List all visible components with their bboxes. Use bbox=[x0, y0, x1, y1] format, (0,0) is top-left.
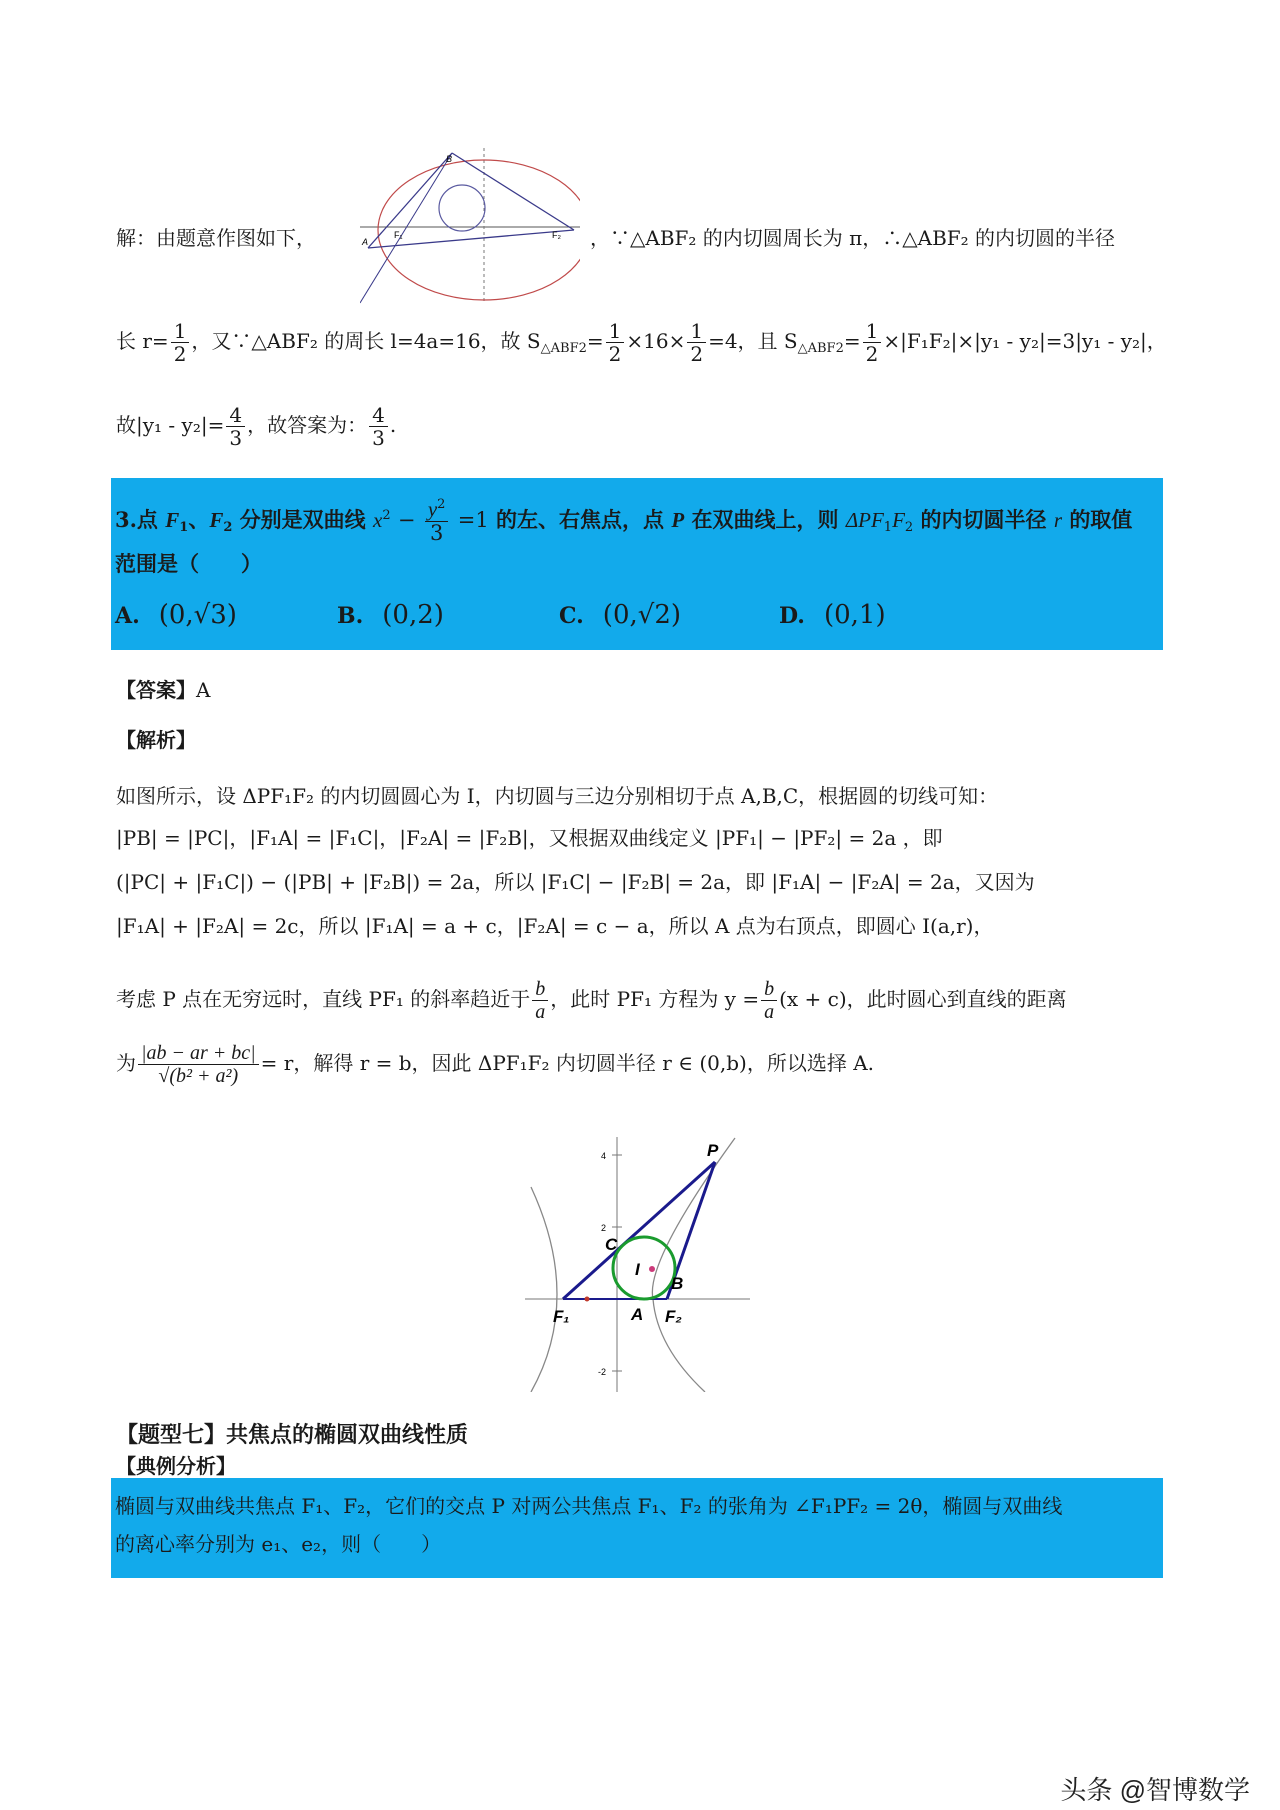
frac-one-half bbox=[687, 320, 706, 365]
frac-one-half bbox=[606, 320, 625, 365]
solution-line2-d: ×16× bbox=[626, 329, 686, 353]
section-7-question-a: 椭圆与双曲线共焦点 F₁、F₂，它们的交点 P 对两公共焦点 F₁、F₂ 的张角为 ∠F₁PF₂ = 2θ，椭圆与双曲线 bbox=[115, 1494, 1063, 1518]
ellipse-figure bbox=[360, 148, 580, 308]
hyperbola-figure bbox=[525, 1132, 755, 1392]
option-b-text: (0,2) bbox=[382, 600, 444, 630]
q3-stem-b: 分别是双曲线 bbox=[239, 507, 366, 533]
option-a-label: A. bbox=[115, 603, 140, 629]
q3-eq-den: 3 bbox=[429, 521, 444, 546]
frac-den: a bbox=[535, 1001, 546, 1023]
section-7-subtitle: 【典例分析】 bbox=[116, 1454, 236, 1478]
option-a[interactable] bbox=[115, 600, 237, 630]
frac-den: √(b² + a²) bbox=[158, 1065, 239, 1087]
analysis-p3: (|PC| + |F₁C|) − (|PB| + |F₂B|) = 2a，所以 |F₁C| − |F₂B| = 2a，即 |F₁A| − |F₂A| = 2a，又因为 bbox=[116, 870, 1035, 894]
frac-b-over-a bbox=[761, 978, 777, 1023]
q3-F1: F bbox=[165, 508, 180, 533]
analysis-p6-b: = r，解得 r = b，因此 ΔPF₁F₂ 内切圆半径 r ∈ (0,b)，所以选择 A. bbox=[260, 1051, 875, 1075]
analysis-p4: |F₁A| + |F₂A| = 2c，所以 |F₁A| = a + c，|F₂A| = c − a，所以 A 点为右顶点，即圆心 I(a,r)， bbox=[116, 914, 994, 938]
option-c-label: C. bbox=[559, 603, 584, 629]
q3-stem-a: 3.点 bbox=[115, 507, 158, 533]
fig2-label-P: P bbox=[707, 1141, 719, 1160]
q3-eq-x: x bbox=[373, 508, 383, 533]
fig2-label-I: I bbox=[635, 1260, 640, 1279]
answer-label: 【答案】 bbox=[116, 678, 196, 702]
analysis-label: 【解析】 bbox=[116, 728, 196, 752]
q3-stem-c: 的左、右焦点，点 bbox=[496, 507, 665, 533]
fig2-label-F1: F₁ bbox=[553, 1307, 570, 1326]
section-7-title: 【题型七】共焦点的椭圆双曲线性质 bbox=[116, 1422, 469, 1448]
q3-tri: ΔPF bbox=[845, 508, 884, 533]
frac-distance bbox=[138, 1042, 259, 1087]
solution-line-2 bbox=[116, 320, 1167, 365]
solution-line-1-cont bbox=[590, 222, 1115, 251]
question-3-stem-line2: 范围是（ ） bbox=[115, 551, 262, 576]
solution-equals: = bbox=[843, 329, 861, 353]
frac-num: b bbox=[761, 978, 777, 1001]
fig2-label-B: B bbox=[671, 1274, 684, 1293]
q3-eq-minus: − bbox=[397, 508, 416, 533]
q3-stem-d: 在双曲线上，则 bbox=[691, 507, 839, 533]
solution-equals: = bbox=[586, 329, 604, 353]
solution-period: . bbox=[389, 413, 397, 437]
q3-eq-y: y bbox=[427, 497, 438, 521]
solution-line2-b: ，又∵△ABF₂ 的周长 l=4a=16，故 S bbox=[191, 329, 541, 353]
q3-eq-frac: $\frac{y^2}{3}$ bbox=[425, 498, 449, 545]
solution-line-1 bbox=[116, 222, 316, 251]
frac-num: 4 bbox=[226, 404, 245, 427]
frac-den: 2 bbox=[608, 342, 622, 366]
option-d[interactable] bbox=[779, 600, 886, 630]
q3-stem-e: 的内切圆半径 bbox=[920, 507, 1047, 533]
frac-num: 4 bbox=[369, 404, 388, 427]
watermark: 头条 @智博数学 bbox=[1060, 1775, 1250, 1805]
fig2-label-A: A bbox=[631, 1305, 644, 1324]
q3-tri-sub1: 1 bbox=[883, 520, 893, 536]
question-3-stem: 3.点 $F_1$、$F_2$ 分别是双曲线 $x^2$ − $\frac{y^2}{3}$ =1 的左、右焦点，点 P 在双曲线上，则 $\Delta PF_1F_2$ 的内切圆半径 r 的取值 bbox=[115, 497, 1133, 546]
y-tick-4: 4 bbox=[601, 1151, 607, 1161]
q3-tri-F: F bbox=[892, 508, 905, 533]
option-d-text: (0,1) bbox=[823, 600, 886, 630]
frac-num: |ab − ar + bc| bbox=[138, 1042, 259, 1065]
analysis-p2: |PB| = |PC|，|F₁A| = |F₁C|，|F₂A| = |F₂B|，又根据双曲线定义 |PF₁| − |PF₂| = 2a ，即 bbox=[116, 826, 943, 850]
solution-line2-a: 长 r= bbox=[116, 329, 169, 353]
solution-cond1: ，∵△ABF₂ 的内切圆周长为 π，∴△ABF₂ 的内切圆的半径 bbox=[590, 226, 1116, 250]
q3-F2: F bbox=[209, 508, 224, 533]
fig2-label-C: C bbox=[605, 1235, 618, 1254]
answer-value: A bbox=[196, 678, 211, 702]
frac-num: b bbox=[532, 978, 548, 1001]
q3-sub1: 1 bbox=[179, 520, 189, 536]
fig1-label-B: B bbox=[446, 154, 453, 164]
frac-den: 2 bbox=[690, 342, 704, 366]
answer-line bbox=[116, 674, 210, 703]
frac-four-thirds bbox=[369, 404, 388, 449]
q3-eq-rhs: =1 bbox=[457, 508, 489, 533]
analysis-p5 bbox=[116, 978, 1067, 1023]
analysis-p1: 如图所示，设 ΔPF₁F₂ 的内切圆圆心为 I，内切圆与三边分别相切于点 A,B,C，根据圆的切线可知： bbox=[116, 784, 999, 808]
solution-intro: 解：由题意作图如下， bbox=[116, 226, 316, 250]
option-c-text: (0,√2) bbox=[602, 600, 681, 630]
frac-num: 1 bbox=[606, 320, 625, 343]
frac-den: 3 bbox=[229, 426, 243, 450]
option-d-label: D. bbox=[779, 603, 805, 629]
option-a-text: (0,√3) bbox=[158, 600, 237, 630]
fig1-label-F1: F₁ bbox=[394, 230, 403, 240]
fig1-label-A: A bbox=[362, 237, 369, 247]
solution-subscript: △ABF2 bbox=[540, 341, 587, 356]
option-b-label: B. bbox=[337, 603, 364, 629]
section-7-question-box bbox=[111, 1478, 1163, 1578]
analysis-p6-a: 为 bbox=[116, 1051, 136, 1075]
solution-line3-b: ，故答案为： bbox=[247, 413, 368, 437]
frac-den: 3 bbox=[372, 426, 385, 450]
solution-line2-f: ×|F₁F₂|×|y₁ - y₂|=3|y₁ - y₂|， bbox=[883, 329, 1167, 353]
analysis-p5-b: ，此时 PF₁ 方程为 y = bbox=[550, 987, 760, 1011]
frac-den: a bbox=[764, 1001, 775, 1023]
q3-sep: 、 bbox=[188, 507, 210, 533]
frac-four-thirds bbox=[226, 404, 245, 449]
q3-stem-f: 的取值 bbox=[1069, 507, 1133, 533]
question-3-box bbox=[111, 478, 1163, 650]
fig1-label-F2: F₂ bbox=[552, 230, 561, 240]
frac-num: 1 bbox=[687, 320, 706, 343]
frac-b-over-a bbox=[532, 978, 548, 1023]
fig2-label-F2: F₂ bbox=[665, 1307, 682, 1326]
analysis-p5-a: 考虑 P 点在无穷远时，直线 PF₁ 的斜率趋近于 bbox=[116, 987, 531, 1011]
frac-den: 2 bbox=[173, 342, 187, 366]
frac-num: 1 bbox=[863, 320, 882, 343]
frac-den: 2 bbox=[865, 342, 879, 366]
frac-num: 1 bbox=[171, 320, 190, 343]
section-7-question-b: 的离心率分别为 e₁、e₂，则（ ） bbox=[115, 1532, 442, 1556]
q3-r: r bbox=[1053, 508, 1062, 533]
q3-P: P bbox=[671, 508, 685, 533]
q3-tri-sub2: 2 bbox=[904, 520, 914, 536]
y-tick-neg2: -2 bbox=[598, 1367, 607, 1377]
analysis-p6 bbox=[116, 1042, 874, 1087]
solution-line3-a: 故|y₁ - y₂|= bbox=[116, 413, 225, 437]
solution-subscript: △ABF2 bbox=[797, 341, 844, 356]
solution-line-3 bbox=[116, 404, 396, 449]
frac-one-half bbox=[171, 320, 190, 365]
q3-sub2: 2 bbox=[223, 520, 233, 536]
option-b[interactable] bbox=[337, 600, 444, 630]
y-tick-2: 2 bbox=[601, 1223, 607, 1233]
frac-one-half bbox=[863, 320, 882, 365]
option-c[interactable] bbox=[559, 600, 681, 630]
analysis-p5-c: (x + c)，此时圆心到直线的距离 bbox=[779, 987, 1067, 1011]
solution-line2-e: =4，且 S bbox=[708, 329, 798, 353]
